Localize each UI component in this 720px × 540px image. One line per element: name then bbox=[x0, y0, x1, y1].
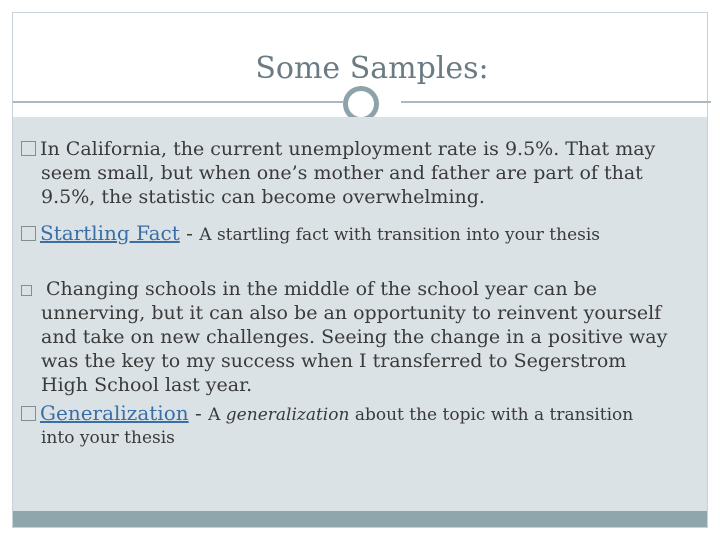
bullet-description: A startling fact with transition into your thesis bbox=[199, 225, 601, 245]
bullet-description: A generalization about the topic with a transition bbox=[208, 405, 634, 425]
bullet-changing-schools bbox=[21, 277, 667, 397]
startling-fact-link[interactable]: Startling Fact bbox=[40, 221, 180, 245]
bullet-text-line: High School last year. bbox=[41, 374, 253, 396]
dash-separator: - bbox=[186, 221, 193, 245]
square-bullet-icon bbox=[21, 226, 36, 241]
bullet-text-line: Changing schools in the middle of the school year can be bbox=[46, 278, 598, 300]
bullet-text-line: 9.5%, the statistic can become overwhelming. bbox=[41, 186, 485, 208]
bullet-text-line: was the key to my success when I transferred to Segerstrom bbox=[41, 350, 627, 372]
dash-separator: - bbox=[194, 401, 202, 425]
bullet-text-line: into your thesis bbox=[41, 428, 175, 448]
slide-title: Some Samples: bbox=[255, 51, 489, 86]
slide-body bbox=[13, 117, 707, 513]
bullet-text-line: and take on new challenges. Seeing the change in a positive way bbox=[41, 326, 668, 348]
bullet-text-line: seem small, but when one’s mother and father are part of that bbox=[41, 162, 643, 184]
square-bullet-icon bbox=[21, 141, 36, 156]
bullet-generalization bbox=[21, 401, 633, 449]
generalization-link[interactable]: Generalization bbox=[40, 401, 189, 425]
bullet-text-line: unnerving, but it can also be an opportunity to reinvent yourself bbox=[41, 302, 662, 324]
bullet-startling-fact bbox=[21, 221, 600, 247]
bullet-california bbox=[21, 137, 655, 209]
slide bbox=[12, 12, 708, 528]
square-bullet-icon bbox=[21, 406, 36, 421]
square-bullet-icon bbox=[21, 285, 32, 296]
bullet-text-line: In California, the current unemployment rate is 9.5%. That may bbox=[40, 138, 656, 160]
title-divider-left bbox=[13, 101, 343, 103]
title-divider-right bbox=[401, 101, 711, 103]
bottom-accent-bar bbox=[13, 511, 707, 527]
